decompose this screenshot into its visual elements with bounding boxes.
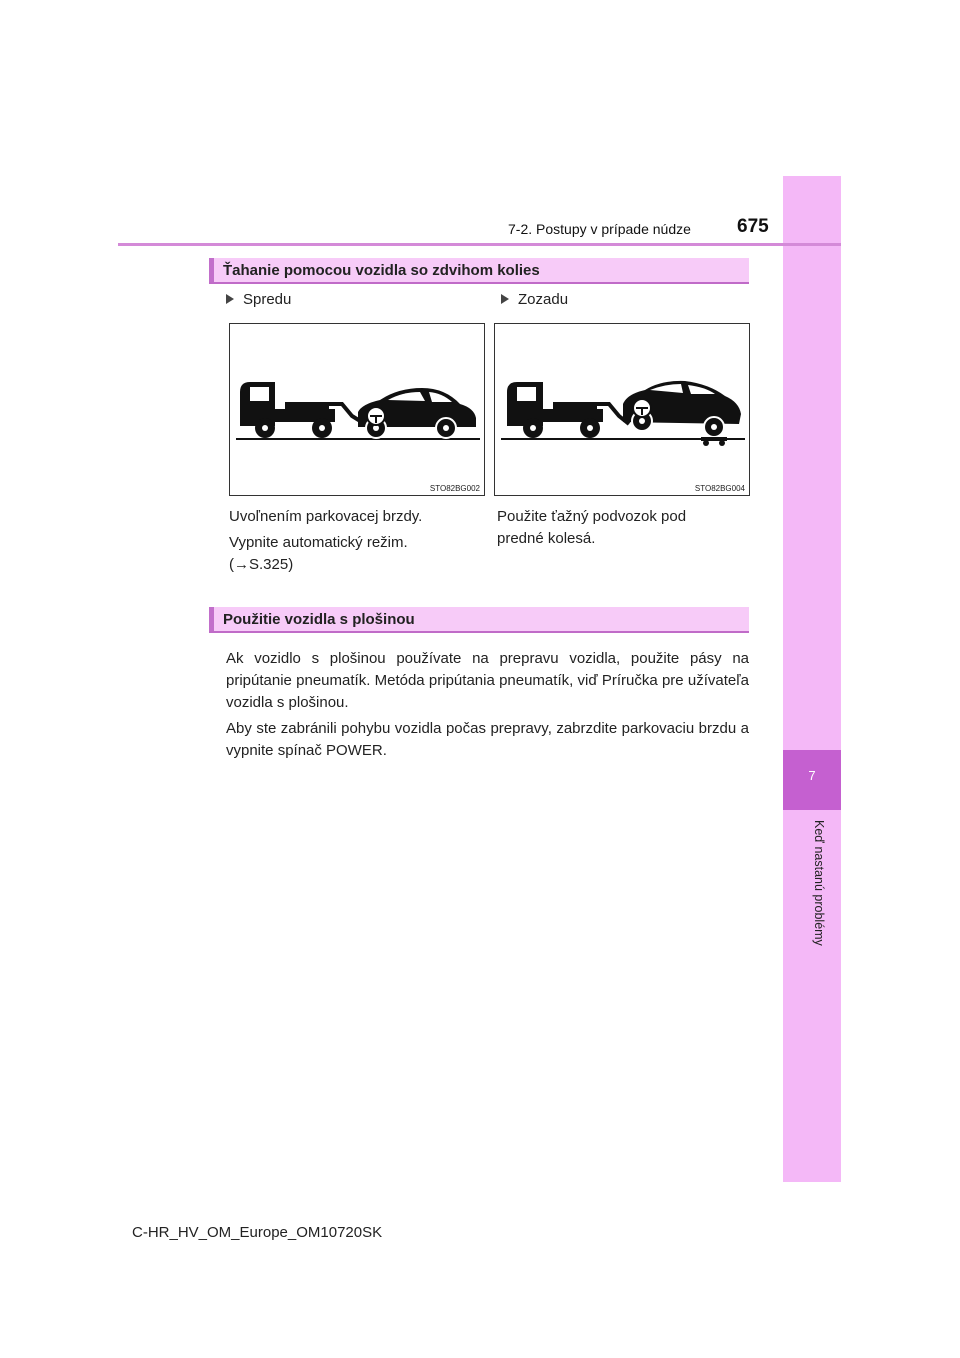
rear-caption-line1: Použite ťažný podvozok pod [497, 508, 687, 525]
chapter-number: 7 [808, 768, 816, 783]
figure-rear-towing [494, 323, 750, 496]
bullet-label: Spredu [243, 291, 292, 308]
figure-code: STO82BG002 [429, 484, 480, 493]
front-caption-line2: Vypnite automatický režim. [229, 534, 408, 551]
bullet-front [226, 291, 291, 308]
heading-flatbed-truck [209, 607, 749, 633]
tow-truck-front-illustration [230, 324, 484, 495]
bullet-rear [501, 291, 568, 308]
figure-front-towing [229, 323, 485, 496]
chapter-title: Keď nastanú problémy [812, 820, 826, 946]
header-divider [118, 243, 841, 246]
flatbed-paragraph-1: Ak vozidlo s plošinou používate na prepravu vozidla, použite pásy na pripútanie pneumatík. Metóda pripútania pneumatík, viď Príručka pre užívateľa vozidla s plošinou. [226, 650, 749, 711]
section-title: 7-2. Postupy v prípade núdze [508, 221, 691, 237]
chapter-side-tab [783, 176, 841, 1182]
front-caption-line1: Uvoľnením parkovacej brzdy. [229, 508, 423, 525]
front-caption-line3[interactable]: (→S.325) [229, 556, 294, 573]
bullet-label: Zozadu [518, 291, 569, 308]
flatbed-paragraph-2: Aby ste zabránili pohybu vozidla počas prepravy, zabrzdite parkovaciu brzdu a vypnite spínač POWER. [226, 720, 749, 759]
rear-caption-line2: predné kolesá. [497, 530, 596, 547]
heading-wheel-lift-towing [209, 258, 749, 284]
document-code: C-HR_HV_OM_Europe_OM10720SK [132, 1224, 383, 1241]
heading-text: Ťahanie pomocou vozidla so zdvihom kolies [223, 262, 540, 279]
page-number: 675 [737, 216, 769, 237]
figure-code: STO82BG004 [694, 484, 745, 493]
tow-truck-rear-illustration [495, 324, 749, 495]
triangle-bullet-icon [501, 294, 509, 304]
heading-text: Použitie vozidla s plošinou [223, 611, 415, 628]
triangle-bullet-icon [226, 294, 234, 304]
